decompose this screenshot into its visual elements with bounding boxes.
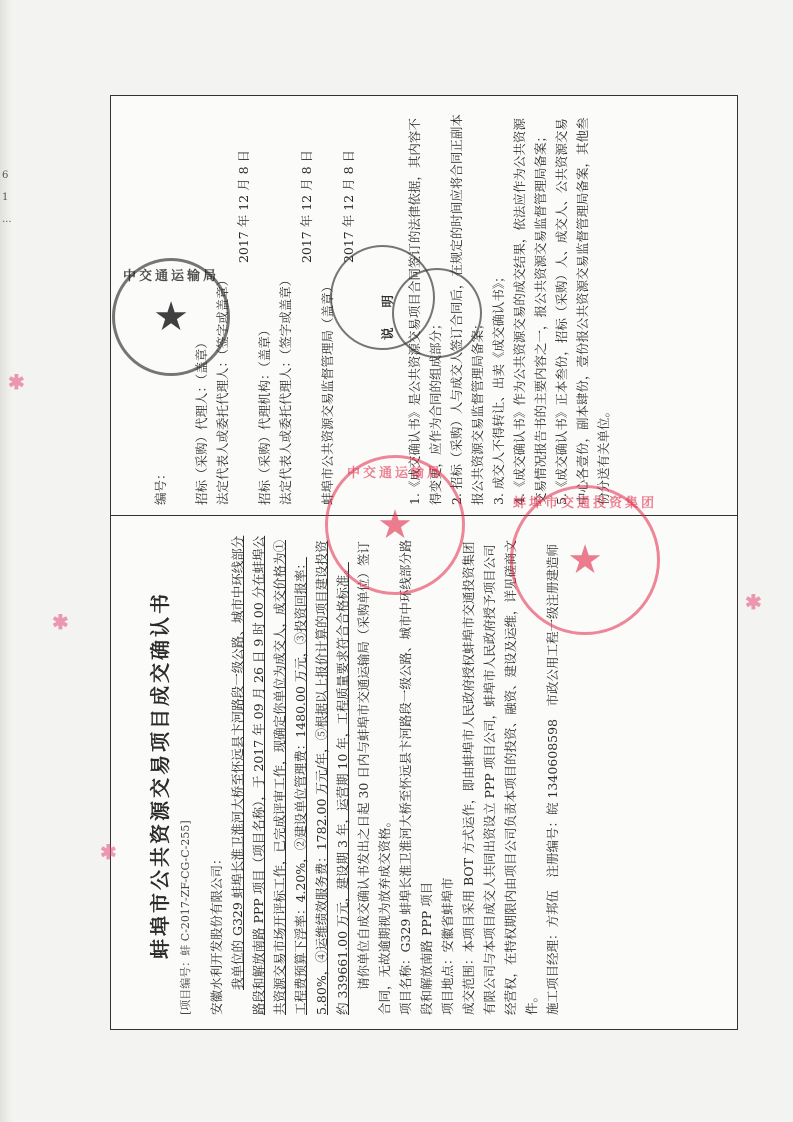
date-3: 2017 年 12 月 8 日: [341, 150, 356, 264]
field-scope: 成交范围：本项目采用 BOT 方式运作，即由蚌埠市人民政府授权蚌埠市交通投资集团有限公司与本项目成交人共同出资设立 PPP 项目公司，蚌埠市人民政府授予项目公司经营权，在特权期限内由项目公司负责本项目的投资、融资、建设及运维，详见磋商文件。: [461, 539, 539, 1015]
stamp-text: 蚌埠市交通投资集团: [513, 496, 658, 511]
confirmation-letter: [150, 535, 730, 1015]
tender-agent-label: 招标（采购）代理机构：（盖章）: [257, 323, 272, 505]
bureau-label: 蚌埠市公共资源交易监督管理局（盖章）: [320, 279, 335, 505]
contract-request: 请你单位自成交确认书发出之日起 30 日内与蚌埠市交通运输局（采购单位）签订合同，无故逾期视为放弃成交资格。: [356, 541, 392, 1015]
notes-list: [404, 110, 614, 505]
number-label: 编号：: [153, 467, 168, 505]
letter-title: 蚌埠市公共资源交易项目成交确认书: [148, 591, 172, 959]
note-item: 2. 招标（采购）人与成交人签订合同后，在规定的时间应将合同正副本报公共资源交易监督管理局备案；: [449, 114, 485, 505]
field-project-location: 项目地点：安徽省蚌埠市: [440, 877, 455, 1015]
legal-rep-label-1: 法定代表人或委托代理人：（签字或盖章）: [215, 273, 230, 505]
fold-line: [110, 515, 738, 516]
pink-seal-fragment: ✱: [745, 590, 762, 614]
number-row: [150, 110, 171, 505]
letter-body: 我单位的 G329 蚌埠长淮卫淮河大桥至怀远县卞河路段一级公路、城市中环线部分路段和解放南路 PPP 项目（项目名称），于 2017 年 09 月 26 日 9 时 00 分在蚌埠公共资源交易市场开评标工作，已完成评审工作，现确定你单位为成交人，成交价格为①工程费预算下浮率：4.20%，②建设单位管理费：1480.00 万元，③投资回报率：5.80%，④运维绩效服务费：1782.00 万元/年，⑤根据以上报价计算的项目建设投资约 339661.00 万元，建设期 3 年，运营期 10 年，工程质量要求符合合格标准。: [230, 535, 350, 1015]
stamp-text: 中交通运输局: [122, 269, 219, 284]
pink-seal-fragment: ✱: [52, 610, 69, 634]
date-2: 2017 年 12 月 8 日: [299, 150, 314, 264]
note-item: 4.《成交确认书》作为公共资源交易的成交结果，依法应作为公共资源交易情况报告书的主要内容之一，报公共资源交易监督管理局备案；: [512, 118, 548, 505]
note-item: 3. 成交人不得转让、出卖《成交确认书》；: [491, 270, 506, 505]
pink-seal-fragment: ✱: [8, 370, 25, 394]
signature-section: [150, 110, 720, 505]
recipient: 安徽水利开发股份有限公司：: [209, 852, 224, 1015]
field-project-name: 项目名称：G329 蚌埠长淮卫淮河大桥至怀远县卞河路段一级公路、城市中环线部分路段和解放南路 PPP 项目: [398, 539, 434, 1015]
project-number: [项目编号：蚌 C-2017-ZF-CG-C-255]: [179, 820, 192, 1015]
star-icon: ★: [377, 502, 413, 548]
margin-mark: 1: [2, 192, 9, 203]
margin-mark: ...: [2, 214, 12, 225]
margin-marks: [2, 170, 12, 236]
pink-seal-fragment: ✱: [100, 840, 117, 864]
field-project-manager: 施工项目经理：方邦伍 注册编号：皖 1340608598 市政公用工程一级注册建造师: [545, 543, 560, 1015]
scan-edge: [0, 0, 12, 1122]
star-icon: ★: [153, 294, 189, 340]
note-item: 5.《成交确认书》正本叁份，招标（采购）人、成交人、公共资源交易中心各壹份，副本肆份，壹份报公共资源交易监督管理局备案，其他叁份分送有关单位。: [554, 117, 611, 505]
margin-mark: 6: [2, 170, 9, 181]
note-item: 1.《成交确认书》是公共资源交易项目合同签订的法律依据，其内容不得变更，应作为合同的组成部分；: [407, 118, 443, 505]
star-icon: ★: [567, 537, 603, 583]
date-1: 2017 年 12 月 8 日: [236, 150, 251, 264]
legal-rep-label-2: 法定代表人或委托代理人：（签字或盖章）: [278, 273, 293, 505]
notes-title: 说明: [380, 275, 395, 341]
stamp-text: 中交通运输局: [346, 466, 443, 481]
tender-rep-label: 招标（采购）代理人：（盖章）: [194, 336, 209, 505]
